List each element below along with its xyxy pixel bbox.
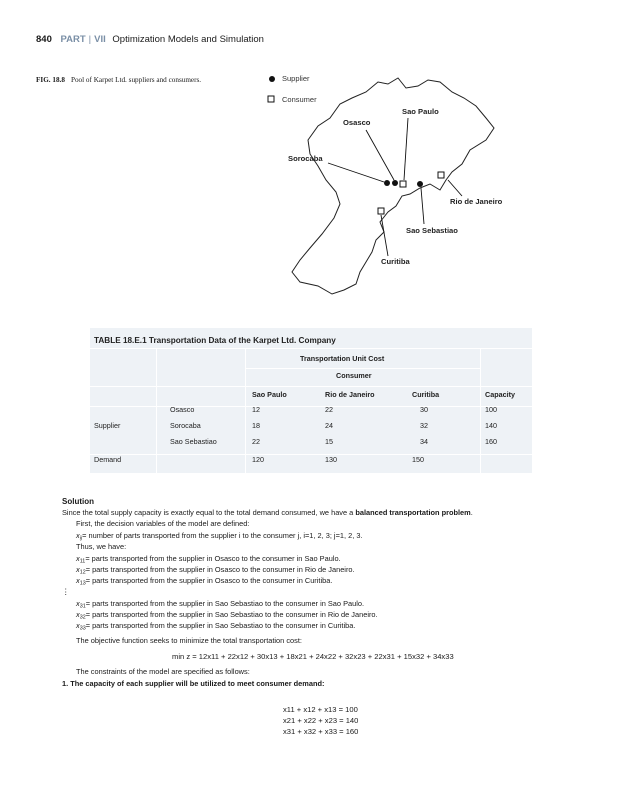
leader-sao-sebastiao (421, 188, 424, 224)
leader-rio (448, 180, 462, 196)
var-x11: $x_{11}=$ parts transported from the supplier in Osasco to the consumer in Sao Paulo. (76, 554, 341, 565)
cell: 22 (325, 405, 333, 414)
equation-1: x11 + x12 + x13 = 100 (283, 705, 358, 714)
objective-function: min z = 12x11 + 22x12 + 30x13 + 18x21 + 24x22 + 32x23 + 22x31 + 15x32 + 34x33 (172, 652, 454, 661)
legend-consumer-label: Consumer (282, 95, 317, 104)
first-line: First, the decision variables of the model are defined: (76, 519, 250, 528)
cell: 34 (420, 437, 428, 446)
label-curitiba: Curitiba (381, 257, 410, 266)
supplier-marker-sao-sebastiao (417, 181, 423, 187)
part-separator: | (88, 34, 92, 45)
leader-osasco (366, 130, 394, 180)
cell: 24 (325, 421, 333, 430)
row-name-sao-sebastiao: Sao Sebastiao (170, 437, 217, 446)
row-name-sorocaba: Sorocaba (170, 421, 201, 430)
consumer-marker-sao-paulo (400, 181, 406, 187)
col-curitiba: Curitiba (412, 390, 440, 399)
constraints-intro: The constraints of the model are specified as follows: (76, 667, 250, 676)
objective-intro: The objective function seeks to minimize the total transportation cost: (76, 636, 302, 645)
legend-consumer-icon (268, 96, 274, 102)
consumer-marker-curitiba (378, 208, 384, 214)
part-number: VII (94, 34, 106, 45)
solution-title: Solution (62, 497, 94, 506)
constraint-1: 1. The capacity of each supplier will be utilized to meet consumer demand: (62, 679, 325, 688)
part-title: Optimization Models and Simulation (112, 34, 264, 45)
cell: 12 (252, 405, 260, 414)
supplier-marker-sorocaba (384, 180, 390, 186)
thus-line: Thus, we have: (76, 542, 127, 551)
xij-definition: $x_{ij}=$ number of parts transported from the supplier i to the consumer j, i=1, 2, 3; j=1, 2, 3. (76, 531, 363, 542)
var-x12: $x_{12}=$ parts transported from the supplier in Osasco to the consumer in Rio de Janeiro. (76, 565, 355, 576)
label-sorocaba: Sorocaba (288, 154, 323, 163)
row-group-supplier: Supplier (94, 421, 121, 430)
cell: 22 (252, 437, 260, 446)
solution-intro: Since the total supply capacity is exactly equal to the total demand consumed, we have a balanced transportation problem. (62, 508, 473, 517)
header-consumer: Consumer (336, 371, 372, 380)
legend-supplier-icon (269, 76, 275, 82)
part-label: PART (60, 34, 86, 45)
cell: 130 (325, 455, 337, 464)
page-number: 840 (36, 34, 52, 45)
header-cost: Transportation Unit Cost (300, 354, 385, 363)
var-x31: $x_{31}=$ parts transported from the supplier in Sao Sebastiao to the consumer in Sao Paulo. (76, 599, 365, 610)
balanced-term: balanced transportation problem (355, 508, 471, 517)
var-x13: $x_{13}=$ parts transported from the supplier in Osasco to the consumer in Curitiba. (76, 576, 333, 587)
figure-caption-label: FIG. 18.8 (36, 76, 65, 84)
var-x33: $x_{33}=$ parts transported from the supplier in Sao Sebastiao to the consumer in Curitiba. (76, 621, 356, 632)
col-rio: Rio de Janeiro (325, 390, 375, 399)
transportation-table (90, 328, 532, 473)
figure-caption-text: Pool of Karpet Ltd. suppliers and consumers. (70, 76, 202, 84)
row-demand-label: Demand (94, 455, 122, 464)
legend-supplier-label: Supplier (282, 74, 310, 83)
cell: 30 (420, 405, 428, 414)
cell: 32 (420, 421, 428, 430)
var-x32: $x_{32}=$ parts transported from the supplier in Sao Sebastiao to the consumer in Rio de Janeiro. (76, 610, 378, 621)
row-name-osasco: Osasco (170, 405, 195, 414)
leader-sorocaba (328, 163, 384, 182)
equation-3: x31 + x32 + x33 = 160 (283, 727, 359, 736)
supplier-marker-osasco (392, 180, 398, 186)
label-rio: Rio de Janeiro (450, 197, 503, 206)
cell: 120 (252, 455, 264, 464)
col-capacity: Capacity (485, 390, 515, 399)
cell: 150 (412, 455, 424, 464)
equation-2: x21 + x22 + x23 = 140 (283, 716, 359, 725)
cell: 15 (325, 437, 333, 446)
consumer-marker-rio (438, 172, 444, 178)
col-sao-paulo: Sao Paulo (252, 390, 287, 399)
ellipsis: ⋮ (62, 587, 70, 596)
cell: 140 (485, 421, 497, 430)
leader-curitiba (381, 215, 388, 256)
table-caption: TABLE 18.E.1 Transportation Data of the Karpet Ltd. Company (94, 336, 336, 345)
cell: 100 (485, 405, 497, 414)
cell: 18 (252, 421, 260, 430)
label-sao-sebastiao: Sao Sebastiao (406, 226, 458, 235)
cell: 160 (485, 437, 497, 446)
leader-sao-paulo (404, 118, 408, 180)
label-sao-paulo: Sao Paulo (402, 107, 439, 116)
label-osasco: Osasco (343, 118, 371, 127)
